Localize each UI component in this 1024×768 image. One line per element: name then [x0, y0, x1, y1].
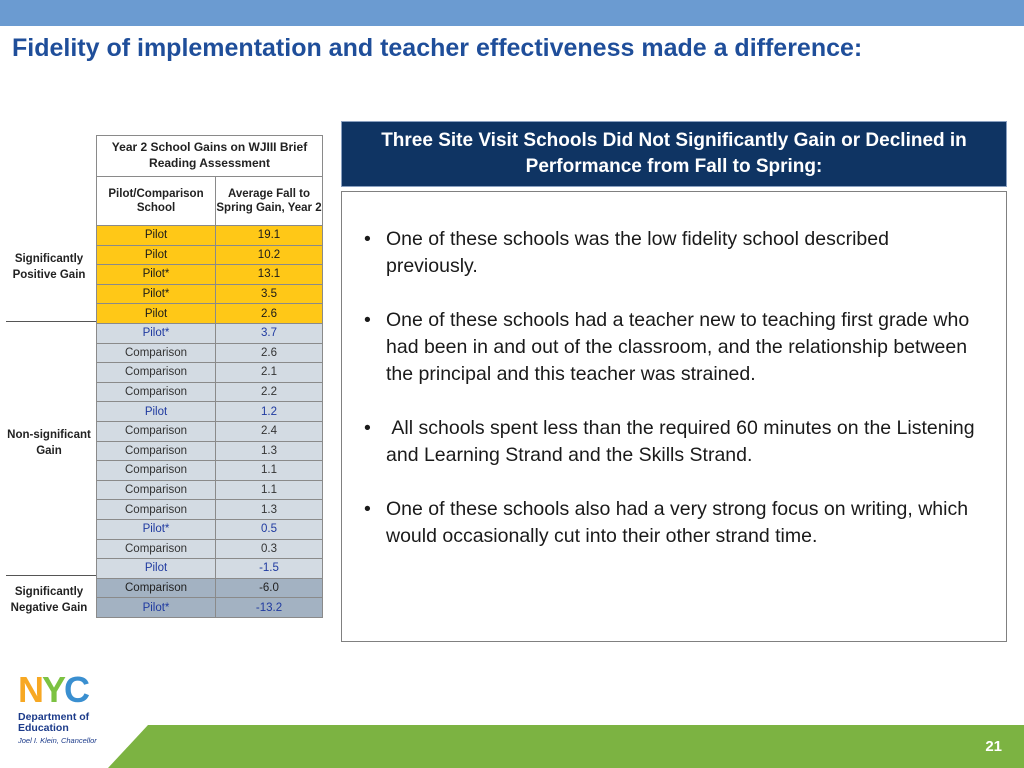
- school-type-cell: Pilot: [97, 245, 216, 265]
- gain-cell: 0.5: [216, 519, 323, 539]
- bullet-icon: •: [364, 498, 371, 520]
- page-number: 21: [985, 738, 1002, 755]
- gain-cell: 1.1: [216, 461, 323, 481]
- table-row: [97, 343, 323, 363]
- school-type-cell: Pilot*: [97, 284, 216, 304]
- school-type-cell: Pilot*: [97, 598, 216, 618]
- table-row: [97, 578, 323, 598]
- school-type-cell: Comparison: [97, 539, 216, 559]
- school-type-cell: Comparison: [97, 441, 216, 461]
- bullet-icon: •: [364, 228, 371, 250]
- bullet-icon: •: [364, 309, 371, 331]
- top-accent-bar: [0, 0, 1024, 26]
- school-type-cell: Pilot: [97, 226, 216, 246]
- school-type-cell: Pilot: [97, 559, 216, 579]
- table-row: [97, 559, 323, 579]
- gain-cell: -13.2: [216, 598, 323, 618]
- school-type-cell: Pilot*: [97, 323, 216, 343]
- gain-cell: 2.2: [216, 382, 323, 402]
- group-label-negative: Significantly Negative Gain: [10, 586, 88, 614]
- bullet-icon: •: [364, 417, 371, 439]
- gain-cell: 2.6: [216, 343, 323, 363]
- gain-cell: -6.0: [216, 578, 323, 598]
- bullet-item: [364, 415, 984, 469]
- gain-cell: 1.2: [216, 402, 323, 422]
- gain-cell: 13.1: [216, 265, 323, 285]
- table-row: [97, 519, 323, 539]
- gain-cell: 2.6: [216, 304, 323, 324]
- gain-cell: 19.1: [216, 226, 323, 246]
- table-row: [97, 402, 323, 422]
- callout-heading: [341, 121, 1007, 187]
- table-header: Year 2 School Gains on WJIII Brief Reading Assessment: [97, 136, 323, 177]
- table-row: [97, 284, 323, 304]
- bullet-item: [364, 496, 984, 550]
- gain-cell: 10.2: [216, 245, 323, 265]
- gain-cell: 3.5: [216, 284, 323, 304]
- footer-bar: [0, 725, 1024, 768]
- table-row: [97, 323, 323, 343]
- table-row: [97, 363, 323, 383]
- callout-body: [341, 191, 1007, 642]
- group-divider: [6, 575, 96, 576]
- school-type-cell: Pilot*: [97, 265, 216, 285]
- school-type-cell: Pilot*: [97, 519, 216, 539]
- bullet-item: [364, 307, 984, 388]
- table-row: [97, 421, 323, 441]
- table-row: [97, 480, 323, 500]
- table-row: [97, 245, 323, 265]
- bullet-text: One of these schools also had a very strong focus on writing, which would occasionally cut into their other strand time.: [386, 498, 969, 547]
- table-row: [97, 304, 323, 324]
- table-row: [97, 500, 323, 520]
- school-gains-table: [96, 135, 323, 618]
- chancellor-name: Joel I. Klein, Chancellor: [18, 736, 97, 745]
- bullet-text: One of these schools was the low fidelity school described previously.: [386, 228, 889, 277]
- group-divider: [6, 321, 96, 322]
- gain-cell: 3.7: [216, 323, 323, 343]
- group-label-nonsignificant: Non-significant Gain: [7, 429, 91, 457]
- table-row: [97, 539, 323, 559]
- table-row: [97, 382, 323, 402]
- gain-cell: 2.4: [216, 421, 323, 441]
- gain-cell: -1.5: [216, 559, 323, 579]
- table-row: [97, 265, 323, 285]
- group-label-positive: Significantly Positive Gain: [12, 253, 86, 281]
- school-type-cell: Comparison: [97, 500, 216, 520]
- callout-heading-text: Three Site Visit Schools Did Not Significantly Gain or Declined in Performance from Fall to Spring:: [381, 130, 967, 177]
- gain-cell: 1.1: [216, 480, 323, 500]
- nyc-logo-mark: NYC: [18, 669, 89, 710]
- school-type-cell: Comparison: [97, 382, 216, 402]
- column-header-school: Pilot/Comparison School: [97, 177, 216, 226]
- page-title: Fidelity of implementation and teacher effectiveness made a difference:: [12, 34, 863, 62]
- column-header-gain: Average Fall to Spring Gain, Year 2: [216, 177, 323, 226]
- bullet-item: [364, 226, 984, 280]
- table-row: [97, 598, 323, 618]
- department-name: Department of Education: [18, 711, 90, 734]
- gain-cell: 2.1: [216, 363, 323, 383]
- gain-cell: 0.3: [216, 539, 323, 559]
- school-type-cell: Comparison: [97, 578, 216, 598]
- table-row: [97, 226, 323, 246]
- bullet-text: One of these schools had a teacher new to teaching first grade who had been in and out of the classroom, and the relationship between the principal and this teacher was strained.: [386, 309, 970, 385]
- school-type-cell: Comparison: [97, 461, 216, 481]
- table-row: [97, 441, 323, 461]
- school-type-cell: Comparison: [97, 421, 216, 441]
- school-type-cell: Pilot: [97, 304, 216, 324]
- bullet-text: All schools spent less than the required 60 minutes on the Listening and Learning Strand and the Skills Strand.: [386, 417, 981, 466]
- school-type-cell: Comparison: [97, 480, 216, 500]
- gain-cell: 1.3: [216, 441, 323, 461]
- gain-cell: 1.3: [216, 500, 323, 520]
- school-type-cell: Comparison: [97, 343, 216, 363]
- school-type-cell: Pilot: [97, 402, 216, 422]
- school-type-cell: Comparison: [97, 363, 216, 383]
- table-row: [97, 461, 323, 481]
